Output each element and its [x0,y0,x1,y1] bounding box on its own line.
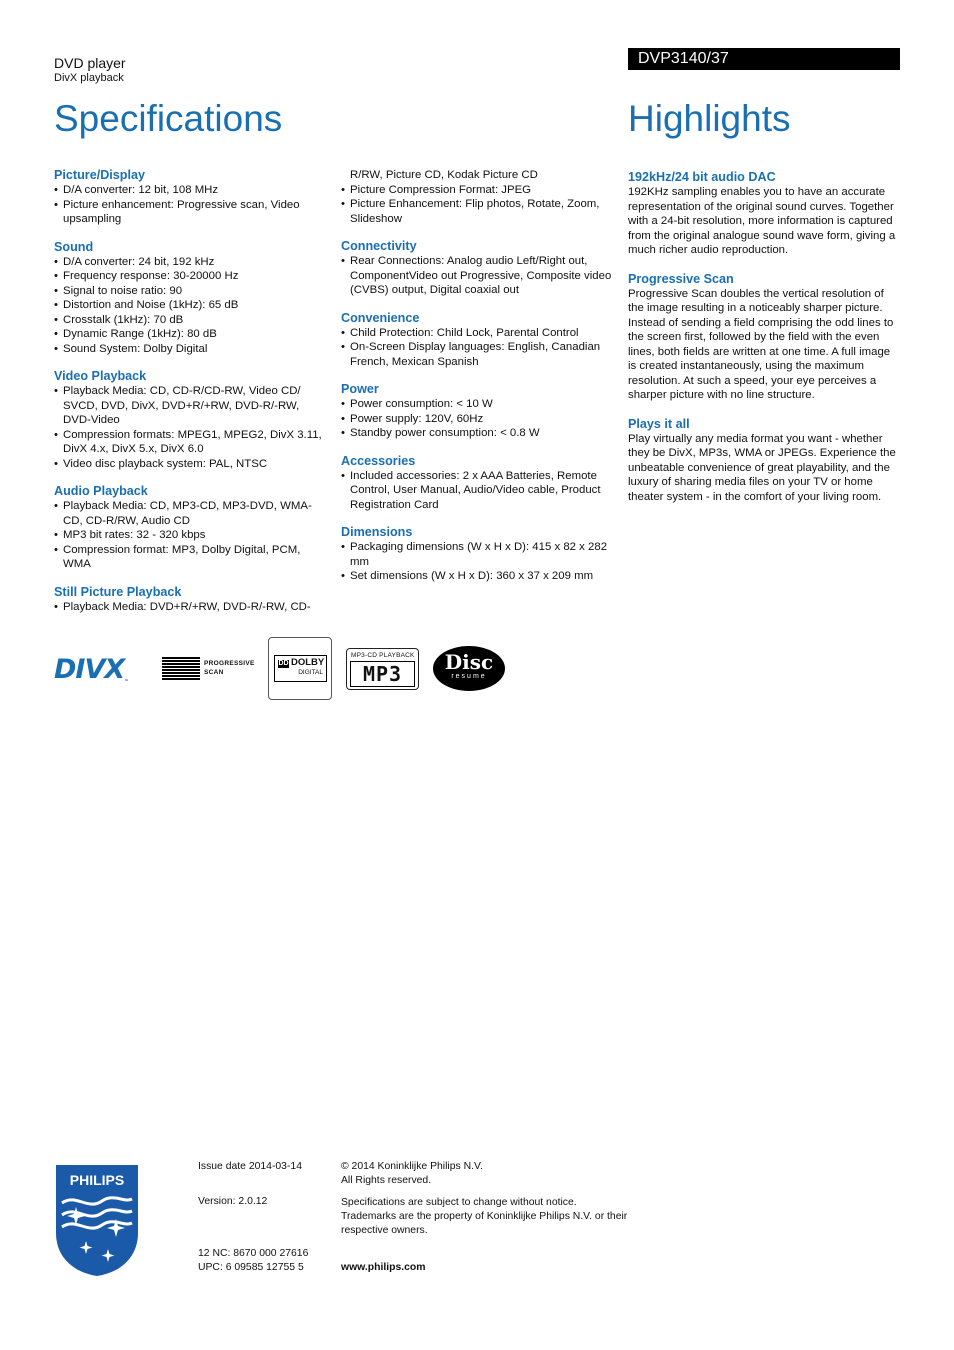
still-picture-list-part2 [341,168,613,226]
section-heading-power: Power [341,382,379,396]
accessories-list [341,469,613,513]
list-item: • Child Protection: Child Lock, Parental Control [341,326,613,341]
list-item: • D/A converter: 24 bit, 192 kHz [54,255,329,270]
philips-shield-logo [54,1163,140,1278]
divx-logo [54,654,128,685]
list-item: • Distortion and Noise (1kHz): 65 dB [54,298,329,313]
nc-code: 12 NC: 8670 000 27616 [198,1248,309,1259]
product-type: DVD player [54,55,126,71]
highlight-text-audio-dac: 192KHz sampling enables you to have an accurate representation of the original sound curves. Together with a 24-bit resolution, more information is captured from the original analogue sound wave form, giving a much richer audio reproduction. [628,186,896,256]
list-item: • Picture enhancement: Progressive scan, Video upsampling [54,198,329,227]
specs-column-1 [54,168,329,614]
dolby-logo-inner [274,655,327,682]
sound-list [54,255,329,357]
power-list [341,397,613,441]
specifications-title: Specifications [54,98,283,139]
progressive-scan-logo [162,657,254,681]
dimensions-list [341,540,613,584]
disc-logo-name: Disc [444,650,494,674]
issue-date: Issue date 2014-03-14 [198,1161,302,1172]
list-item: • Dynamic Range (1kHz): 80 dB [54,327,329,342]
list-item: • On-Screen Display languages: English, Canadian French, Mexican Spanish [341,340,613,369]
highlight-text-progressive-scan: Progressive Scan doubles the vertical resolution of the image resulting in a noticeably sharper picture. Instead of sending a field comprising the odd lines to the screen first, followed by the field with the even lines, both fields are written at one time. A full image is created instantaneously, using the maximum resolution. At such a speed, your eye perceives a sharper picture with no line structure. [628,287,894,401]
disc-logo-sub: resume [451,673,487,680]
highlight-heading-progressive-scan: Progressive Scan [628,271,734,286]
connectivity-list [341,254,613,298]
list-item-continuation: R/RW, Picture CD, Kodak Picture CD [350,169,538,181]
list-item: • Compression formats: MPEG1, MPEG2, DivX 3.11, DivX 4.x, DivX 5.x, DivX 6.0 [54,428,329,457]
list-item: • Playback Media: CD, CD-R/CD-RW, Video CD/ SVCD, DVD, DivX, DVD+R/+RW, DVD-R/-RW, DVD-Video [54,384,329,428]
highlights-title: Highlights [628,98,791,139]
progressive-scan-line1: PROGRESSIVE [204,660,255,667]
specs-notice: Specifications are subject to change without notice. Trademarks are the property of Koninklijke Philips N.V. or their respective owners. [341,1197,628,1236]
list-item: • Playback Media: CD, MP3-CD, MP3-DVD, WMA-CD, CD-R/RW, Audio CD [54,499,329,528]
copyright-line2: All Rights reserved. [341,1175,432,1186]
picture-display-list [54,183,329,227]
section-heading-still-picture: Still Picture Playback [54,584,182,599]
list-item: • Playback Media: DVD+R/+RW, DVD-R/-RW, CD- [54,600,329,615]
highlights-column [628,170,900,504]
section-heading-picture-display: Picture/Display [54,168,145,182]
disc-resume-logo [433,646,505,691]
highlight-text-plays-it-all: Play virtually any media format you want - whether they be DivX, MP3s, WMA or JPEGs. Experience the unbeatable convenience of great playability, and the luxury of sharing media files on your TV or home theater system - in the comfort of your living room. [628,432,896,503]
list-item: • Set dimensions (W x H x D): 360 x 37 x 209 mm [341,569,613,584]
list-item: • Rear Connections: Analog audio Left/Right out, ComponentVideo out Progressive, Composite video (CVBS) output, Digital coaxial out [341,254,613,298]
list-item: • Frequency response: 30-20000 Hz [54,269,329,284]
list-item: • D/A converter: 12 bit, 108 MHz [54,183,329,198]
list-item: • Sound System: Dolby Digital [54,342,329,357]
list-item: • MP3 bit rates: 32 - 320 kbps [54,528,329,543]
divx-logo-text: DIVX [54,654,125,685]
highlight-heading-audio-dac: 192kHz/24 bit audio DAC [628,170,776,184]
dolby-digital-logo [268,637,332,700]
list-item: • Video disc playback system: PAL, NTSC [54,457,329,472]
divx-trademark: ™ [124,679,129,685]
section-heading-convenience: Convenience [341,310,420,325]
list-item: • Included accessories: 2 x AAA Batteries, Remote Control, User Manual, Audio/Video cable, Product Registration Card [341,469,613,513]
copyright-line1: © 2014 Koninklijke Philips N.V. [341,1161,483,1172]
dolby-logo-word: DOLBY [291,657,325,668]
list-item: • Power consumption: < 10 W [341,397,613,412]
section-heading-accessories: Accessories [341,453,416,468]
mp3-cd-playback-logo [346,648,419,690]
audio-playback-list [54,499,329,572]
progressive-scan-logo-text [204,659,255,677]
list-item: • Picture Compression Format: JPEG [341,183,613,198]
philips-brand-text: PHILIPS [69,1172,125,1188]
list-item: • Power supply: 120V, 60Hz [341,412,613,427]
specs-column-2 [341,168,613,584]
upc-code: UPC: 6 09585 12755 5 [198,1262,304,1273]
dolby-double-d-icon: DD [278,660,289,667]
list-item: • Packaging dimensions (W x H x D): 415 x 82 x 282 mm [341,540,613,569]
convenience-list [341,326,613,370]
section-heading-dimensions: Dimensions [341,525,413,539]
dolby-logo-sub: DIGITAL [298,669,323,676]
list-item: • Standby power consumption: < 0.8 W [341,426,613,441]
model-number-bar: DVP3140/37 [628,48,900,70]
version: Version: 2.0.12 [198,1196,268,1207]
highlight-heading-plays-it-all: Plays it all [628,416,690,431]
still-picture-list-part1 [54,600,329,615]
product-subtitle: DivX playback [54,72,124,84]
section-heading-audio-playback: Audio Playback [54,484,148,498]
philips-shield-icon [54,1163,140,1278]
section-heading-connectivity: Connectivity [341,239,417,253]
list-item: • Picture Enhancement: Flip photos, Rotate, Zoom, Slideshow [341,197,613,226]
list-item: • Signal to noise ratio: 90 [54,284,329,299]
progressive-scan-line2: SCAN [204,669,224,676]
list-item: • Compression format: MP3, Dolby Digital, PCM, WMA [54,543,329,572]
section-heading-video-playback: Video Playback [54,369,147,383]
mp3-logo-big-text: MP3 [350,661,415,687]
section-heading-sound: Sound [54,239,94,254]
dolby-logo-name [278,657,324,668]
mp3-logo-top-text: MP3-CD PLAYBACK [351,652,415,659]
copyright [341,1160,631,1188]
website-link[interactable]: www.philips.com [341,1262,426,1273]
video-playback-list [54,384,329,471]
progressive-scan-lines-icon [162,657,200,681]
list-item: • Crosstalk (1kHz): 70 dB [54,313,329,328]
